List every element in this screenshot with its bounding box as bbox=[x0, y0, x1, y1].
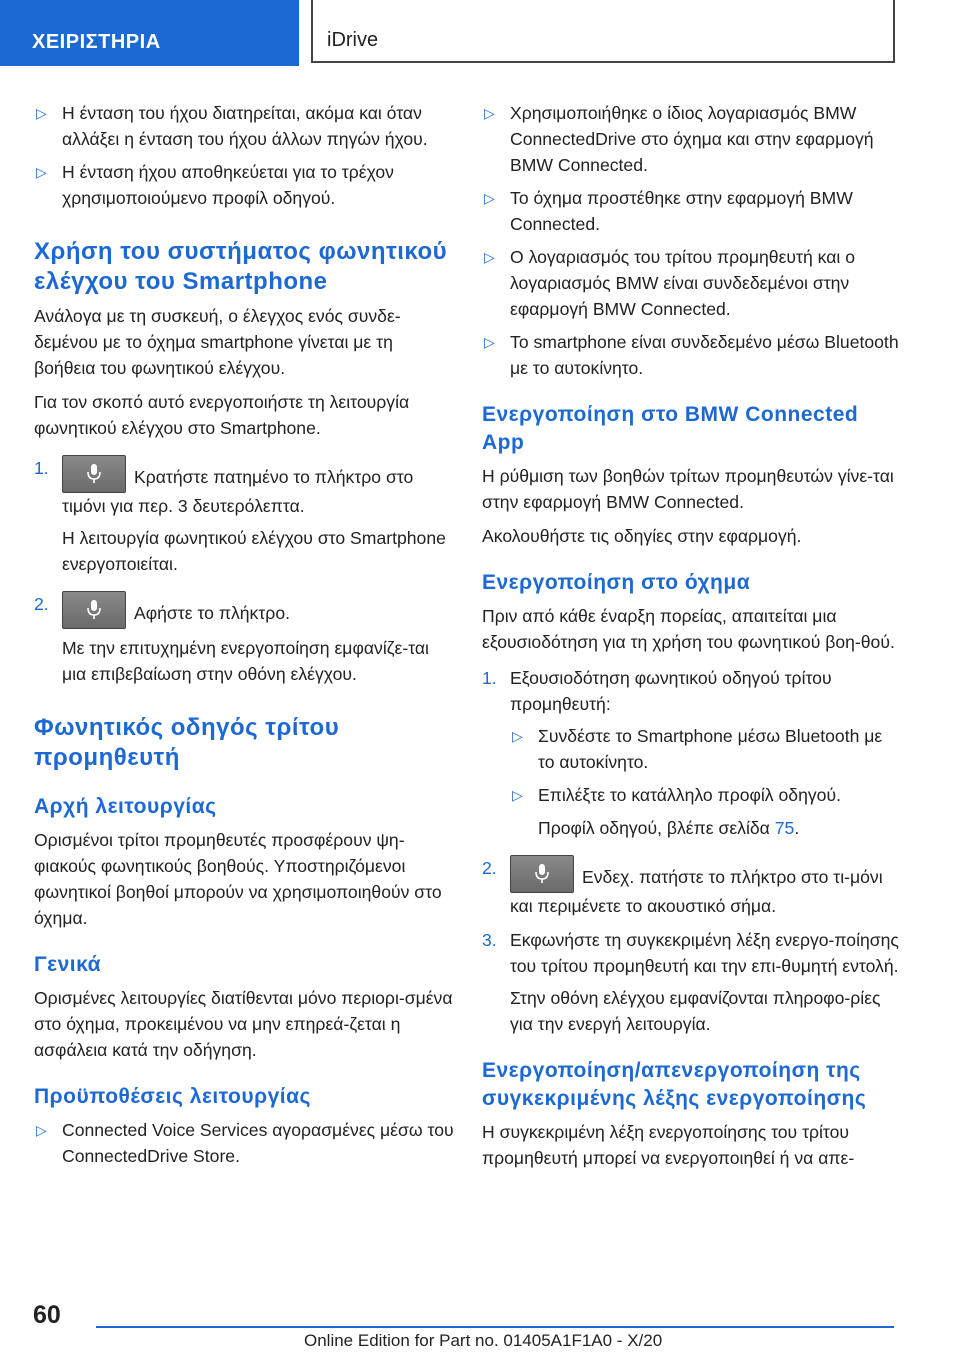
list-item: ▷ Το όχημα προστέθηκε στην εφαρμογή BMW Connected. bbox=[482, 185, 902, 237]
heading-wake-word: Ενεργοποίηση/απενεργοποίηση της συγκεκριμένης λέξης ενεργοποίησης bbox=[482, 1059, 867, 1110]
paragraph: Η ρύθμιση των βοηθών τρίτων προμηθευτών γίνε-ται στην εφαρμογή BMW Connected. bbox=[482, 466, 894, 512]
page-header bbox=[0, 0, 960, 66]
triangle-right-icon: ▷ bbox=[36, 105, 47, 121]
step-number: 3. bbox=[482, 930, 497, 950]
triangle-right-icon: ▷ bbox=[484, 105, 495, 121]
paragraph: Η συγκεκριμένη λέξη ενεργοποίησης του τρίτου προμηθευτή μπορεί να ενεργοποιηθεί ή να απε- bbox=[482, 1122, 855, 1168]
section-tab: ΧΕΙΡΙΣΤΗΡΙΑ bbox=[0, 0, 299, 66]
heading-smartphone-voice: Χρήση του συστήματος φωνητικού ελέγχου του Smartphone bbox=[34, 238, 448, 295]
heading-connected-app: Ενεργοποίηση στο BMW Connected App bbox=[482, 403, 859, 454]
list-item: ▷ Η ένταση ήχου αποθηκεύεται για το τρέχον χρησιμοποιούμενο προφίλ οδηγού. bbox=[34, 159, 454, 211]
step-item: 2. Ενδεχ. πατήστε το πλήκτρο στο τι-μόνι και περιμένετε το ακουστικό σήμα. bbox=[482, 855, 902, 919]
step-item: 3. Εκφωνήστε τη συγκεκριμένη λέξη ενεργο-ποίησης του τρίτου προμηθευτή και την επι-θυμητή εντολή. Στην οθόνη ελέγχου εμφανίζονται πληροφο-ρίες για την ενεργή λειτουργία. bbox=[482, 927, 902, 1037]
page-link[interactable]: 75 bbox=[774, 818, 795, 838]
list-item: ▷ Επιλέξτε το κατάλληλο προφίλ οδηγού. bbox=[510, 782, 902, 808]
triangle-right-icon: ▷ bbox=[36, 1122, 47, 1138]
heading-requirements: Προϋποθέσεις λειτουργίας bbox=[34, 1085, 311, 1108]
list-item: ▷ Συνδέστε το Smartphone μέσω Bluetooth με το αυτοκίνητο. bbox=[510, 723, 902, 775]
left-column bbox=[34, 100, 454, 1176]
paragraph: Ακολουθήστε τις οδηγίες στην εφαρμογή. bbox=[482, 526, 802, 546]
voice-key-icon bbox=[62, 455, 126, 493]
step-number: 1. bbox=[482, 668, 497, 688]
paragraph: Πριν από κάθε έναρξη πορείας, απαιτείται μια εξουσιοδότηση για τη χρήση του φωνητικού βοη-θού. bbox=[482, 606, 895, 652]
page-number: 60 bbox=[33, 1301, 61, 1329]
heading-principle: Αρχή λειτουργίας bbox=[34, 795, 217, 818]
triangle-right-icon: ▷ bbox=[36, 164, 47, 180]
heading-vehicle-activation: Ενεργοποίηση στο όχημα bbox=[482, 571, 751, 594]
right-column bbox=[482, 100, 902, 1179]
cross-reference: Προφίλ οδηγού, βλέπε σελίδα 75. bbox=[538, 818, 800, 838]
triangle-right-icon: ▷ bbox=[512, 728, 523, 744]
footer-divider bbox=[96, 1326, 894, 1328]
step-item: 2. Αφήστε το πλήκτρο. Με την επιτυχημένη ενεργοποίηση εμφανίζε-ται μια επιβεβαίωση στην οθόνη ελέγχου. bbox=[34, 591, 454, 687]
list-item: ▷ Χρησιμοποιήθηκε ο ίδιος λογαριασμός BMW ConnectedDrive στο όχημα και στην εφαρμογή BMW Connected. bbox=[482, 100, 902, 178]
heading-third-party-assistant: Φωνητικός οδηγός τρίτου προμηθευτή bbox=[34, 714, 340, 771]
voice-key-icon bbox=[510, 855, 574, 893]
triangle-right-icon: ▷ bbox=[484, 334, 495, 350]
paragraph: Ορισμένες λειτουργίες διατίθενται μόνο περιορι-σμένα στο όχημα, προκειμένου να μην επηρεά-ζεται η ασφάλεια κατά την οδήγηση. bbox=[34, 988, 453, 1060]
list-item: ▷ Το smartphone είναι συνδεδεμένο μέσω Bluetooth με το αυτοκίνητο. bbox=[482, 329, 902, 381]
step-item: 1. Εξουσιοδότηση φωνητικού οδηγού τρίτου προμηθευτή: ▷ Συνδέστε το Smartphone μέσω Bluetooth με το αυτοκίνητο. ▷ Επιλέξτε το κατάλληλο προφίλ οδηγού. Προφίλ οδηγού, βλέπε σελίδα 75. bbox=[482, 665, 902, 841]
paragraph: Ορισμένοι τρίτοι προμηθευτές προσφέρουν ψη-φιακούς φωνητικούς βοηθούς. Υποστηριζόμενοι φωνητικοί βοηθοί μπορούν να χρησιμοποιηθούν στο όχημα. bbox=[34, 830, 442, 928]
voice-key-icon bbox=[62, 591, 126, 629]
paragraph: Ανάλογα με τη συσκευή, ο έλεγχος ενός συνδε-δεμένου με το όχημα smartphone γίνεται με τη βοήθεια του φωνητικού ελέγχου. bbox=[34, 306, 401, 378]
list-item: ▷ Η ένταση του ήχου διατηρείται, ακόμα και όταν αλλάξει η ένταση του ήχου άλλων πηγών ήχου. bbox=[34, 100, 454, 152]
step-number: 2. bbox=[482, 858, 497, 878]
triangle-right-icon: ▷ bbox=[512, 787, 523, 803]
chapter-tab: iDrive bbox=[311, 0, 895, 63]
step-number: 1. bbox=[34, 458, 49, 478]
triangle-right-icon: ▷ bbox=[484, 249, 495, 265]
heading-general: Γενικά bbox=[34, 953, 102, 976]
step-item: 1. Κρατήστε πατημένο το πλήκτρο στο τιμόνι για περ. 3 δευτερόλεπτα. Η λειτουργία φωνητικού ελέγχου στο Smartphone ενεργοποιείται. bbox=[34, 455, 454, 577]
list-item: ▷ Connected Voice Services αγορασμένες μέσω του ConnectedDrive Store. bbox=[34, 1117, 454, 1169]
triangle-right-icon: ▷ bbox=[484, 190, 495, 206]
footer-edition: Online Edition for Part no. 01405A1F1A0 - X/20 bbox=[304, 1331, 663, 1350]
list-item: ▷ Ο λογαριασμός του τρίτου προμηθευτή και ο λογαριασμός BMW είναι συνδεδεμένοι στην εφαρμογή BMW Connected. bbox=[482, 244, 902, 322]
step-number: 2. bbox=[34, 594, 49, 614]
paragraph: Για τον σκοπό αυτό ενεργοποιήστε τη λειτουργία φωνητικού ελέγχου στο Smartphone. bbox=[34, 392, 410, 438]
